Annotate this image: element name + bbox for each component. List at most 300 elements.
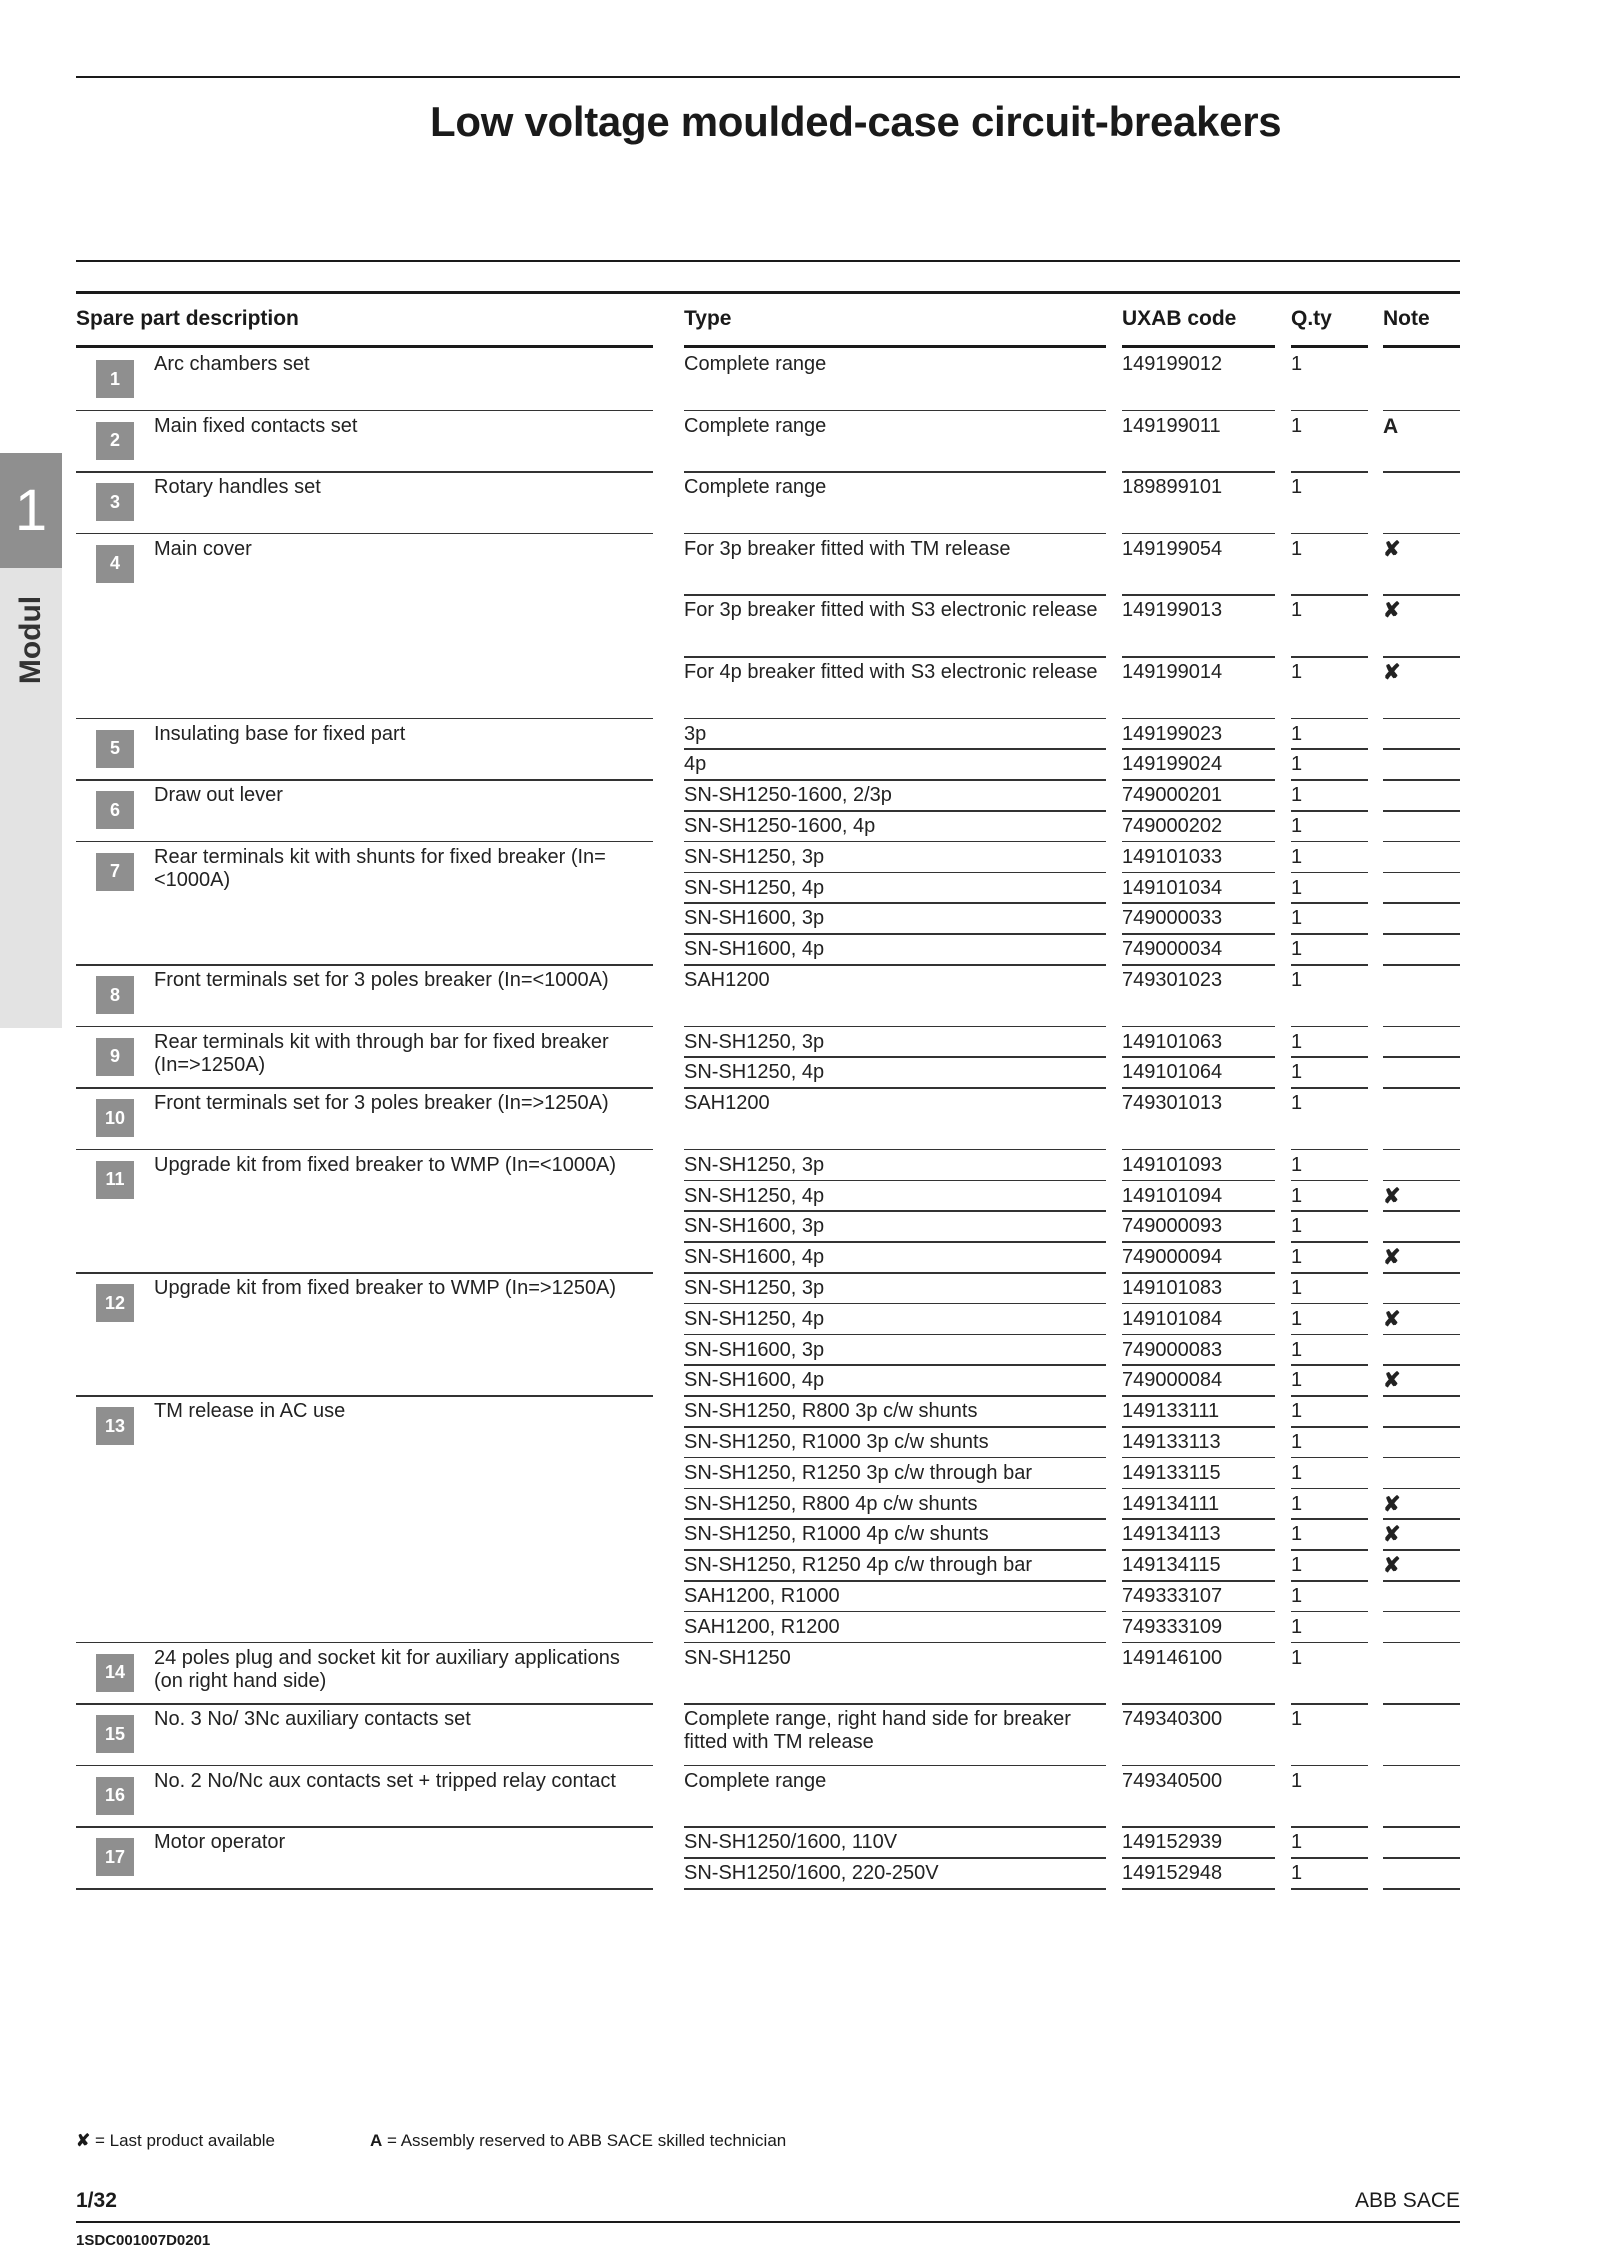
part-number-badge: 5 <box>96 730 134 768</box>
quantity-cell: 1 <box>1291 815 1303 837</box>
type-cell: For 4p breaker fitted with S3 electronic release <box>684 661 1098 683</box>
row-divider-code <box>1122 471 1275 473</box>
uxab-code-cell: 149199014 <box>1122 661 1223 683</box>
quantity-cell: 1 <box>1291 907 1303 930</box>
note-cell: ✘ <box>1383 1523 1401 1547</box>
row-divider-note <box>1383 1272 1460 1274</box>
row-divider-code <box>1122 933 1275 935</box>
row-divider-note <box>1383 1826 1460 1828</box>
row-divider-code <box>1122 1149 1275 1151</box>
row-divider-note <box>1383 410 1460 412</box>
row-divider-type <box>684 1518 1106 1520</box>
note-cell: A <box>1383 414 1399 438</box>
part-number-badge: 1 <box>96 360 134 398</box>
row-divider-note <box>1383 1087 1460 1089</box>
row-divider-note <box>1383 810 1460 812</box>
type-cell: SN-SH1600, 4p <box>684 1369 825 1392</box>
part-description: Rotary handles set <box>154 476 321 499</box>
row-divider-qty <box>1291 748 1368 750</box>
part-number-badge: 3 <box>96 483 134 521</box>
row-divider-code <box>1122 810 1275 812</box>
row-divider-type <box>684 1703 1106 1705</box>
type-cell: SN-SH1250, 3p <box>684 1277 825 1299</box>
description-divider <box>76 1703 653 1705</box>
row-divider-code <box>1122 1518 1275 1520</box>
header-rule-code <box>1122 345 1275 348</box>
row-divider-type <box>684 1426 1106 1428</box>
footer-rule <box>76 2221 1460 2223</box>
row-divider-note <box>1383 594 1460 596</box>
quantity-cell: 1 <box>1291 845 1303 868</box>
row-divider-type <box>684 748 1106 750</box>
row-divider-note <box>1383 656 1460 658</box>
row-divider-qty <box>1291 933 1368 935</box>
type-cell: SN-SH1250-1600, 2/3p <box>684 784 892 807</box>
uxab-code-cell: 749000083 <box>1122 1338 1223 1361</box>
quantity-cell: 1 <box>1291 1554 1303 1577</box>
row-divider-qty <box>1291 1210 1368 1212</box>
part-number-badge: 14 <box>96 1654 134 1692</box>
part-number-badge: 7 <box>96 853 134 891</box>
part-description: Upgrade kit from fixed breaker to WMP (In=<1000A) <box>154 1153 617 1176</box>
row-divider-qty <box>1291 1642 1368 1644</box>
uxab-code-cell: 149101093 <box>1122 1153 1223 1176</box>
row-divider-qty <box>1291 594 1368 596</box>
row-divider-qty <box>1291 1703 1368 1705</box>
quantity-cell: 1 <box>1291 1092 1303 1115</box>
row-divider-qty <box>1291 410 1368 412</box>
row-divider-type <box>684 1334 1106 1336</box>
row-divider-code <box>1122 779 1275 781</box>
legend-cross <box>76 2131 275 2151</box>
part-number-badge: 9 <box>96 1038 134 1076</box>
part-description: 24 poles plug and socket kit for auxiliary applications (on right hand side) <box>154 1646 620 1692</box>
quantity-cell: 1 <box>1291 1523 1303 1546</box>
row-divider-code <box>1122 718 1275 720</box>
row-divider-type <box>684 1364 1106 1366</box>
row-divider-qty <box>1291 533 1368 535</box>
header-rule-note <box>1383 345 1460 348</box>
uxab-code-cell: 149134115 <box>1122 1554 1221 1577</box>
type-cell: SN-SH1250, R1250 4p c/w through bar <box>684 1554 1032 1577</box>
row-divider-qty <box>1291 471 1368 473</box>
type-cell: SN-SH1250, 4p <box>684 1184 825 1207</box>
row-divider-qty <box>1291 656 1368 658</box>
type-cell: SN-SH1250, R800 4p c/w shunts <box>684 1492 978 1515</box>
row-divider-qty <box>1291 1364 1368 1366</box>
row-divider-type <box>684 1642 1106 1644</box>
type-cell: SN-SH1250, R1250 3p c/w through bar <box>684 1461 1032 1484</box>
description-divider <box>76 718 653 720</box>
part-number-badge: 10 <box>96 1099 134 1137</box>
top-rule <box>76 76 1460 78</box>
note-cell: ✘ <box>1383 1307 1401 1331</box>
quantity-cell: 1 <box>1291 1831 1303 1854</box>
type-cell: SN-SH1250, 4p <box>684 876 825 899</box>
quantity-cell: 1 <box>1291 1153 1303 1176</box>
type-cell: Complete range <box>684 353 827 375</box>
description-divider <box>76 410 653 412</box>
header-description: Spare part description <box>76 307 299 330</box>
part-number-badge: 8 <box>96 976 134 1014</box>
type-cell: SN-SH1600, 3p <box>684 1338 825 1361</box>
row-divider-code <box>1122 1026 1275 1028</box>
row-divider-code <box>1122 1826 1275 1828</box>
cross-symbol: ✘ <box>76 2131 91 2150</box>
type-cell: SN-SH1250, 3p <box>684 1153 825 1176</box>
row-divider-code <box>1122 1457 1275 1459</box>
row-divider-type <box>684 1149 1106 1151</box>
row-divider-type <box>684 1826 1106 1828</box>
row-divider-type <box>684 1765 1106 1767</box>
part-description: TM release in AC use <box>154 1400 346 1423</box>
description-divider <box>76 1272 653 1274</box>
row-divider-type <box>684 656 1106 658</box>
type-cell: 4p <box>684 753 707 776</box>
quantity-cell: 1 <box>1291 722 1303 745</box>
part-number-badge: 16 <box>96 1777 134 1815</box>
row-divider-type <box>684 1888 1106 1890</box>
uxab-code-cell: 149101083 <box>1122 1277 1223 1299</box>
row-divider-qty <box>1291 1395 1368 1397</box>
uxab-code-cell: 189899101 <box>1122 476 1223 499</box>
row-divider-type <box>684 1026 1106 1028</box>
quantity-cell: 1 <box>1291 1400 1303 1423</box>
quantity-cell: 1 <box>1291 1708 1303 1731</box>
quantity-cell: 1 <box>1291 1369 1303 1392</box>
row-divider-qty <box>1291 1272 1368 1274</box>
row-divider-code <box>1122 533 1275 535</box>
quantity-cell: 1 <box>1291 1246 1303 1269</box>
row-divider-note <box>1383 1765 1460 1767</box>
row-divider-note <box>1383 1518 1460 1520</box>
description-divider <box>76 779 653 781</box>
row-divider-type <box>684 933 1106 935</box>
uxab-code-cell: 149199023 <box>1122 722 1223 745</box>
uxab-code-cell: 149199012 <box>1122 353 1223 375</box>
type-cell: SN-SH1250/1600, 110V <box>684 1831 898 1854</box>
row-divider-note <box>1383 1149 1460 1151</box>
uxab-code-cell: 749301013 <box>1122 1092 1223 1115</box>
note-cell: ✘ <box>1383 1492 1401 1516</box>
section-label: Modul <box>14 595 47 685</box>
row-divider-code <box>1122 1549 1275 1551</box>
document-code: 1SDC001007D0201 <box>76 2232 211 2249</box>
uxab-code-cell: 149101033 <box>1122 845 1223 868</box>
quantity-cell: 1 <box>1291 1307 1303 1330</box>
uxab-code-cell: 149101084 <box>1122 1307 1223 1330</box>
row-divider-qty <box>1291 1457 1368 1459</box>
row-divider-note <box>1383 1703 1460 1705</box>
row-divider-note <box>1383 1210 1460 1212</box>
header-rule-type <box>684 345 1106 348</box>
row-divider-type <box>684 1857 1106 1859</box>
row-divider-type <box>684 1611 1106 1613</box>
quantity-cell: 1 <box>1291 353 1303 375</box>
row-divider-note <box>1383 718 1460 720</box>
description-divider <box>76 1087 653 1089</box>
row-divider-code <box>1122 1857 1275 1859</box>
description-divider <box>76 1395 653 1397</box>
page-number: 1/32 <box>76 2189 117 2212</box>
quantity-cell: 1 <box>1291 1431 1303 1453</box>
description-divider <box>76 841 653 843</box>
row-divider-note <box>1383 1457 1460 1459</box>
row-divider-code <box>1122 1488 1275 1490</box>
row-divider-code <box>1122 964 1275 966</box>
row-divider-note <box>1383 1611 1460 1613</box>
legend-a <box>370 2131 786 2151</box>
row-divider-code <box>1122 1765 1275 1767</box>
quantity-cell: 1 <box>1291 1184 1303 1207</box>
table-top-rule <box>76 291 1460 294</box>
type-cell: Complete range <box>684 1769 827 1792</box>
row-divider-note <box>1383 779 1460 781</box>
row-divider-code <box>1122 1210 1275 1212</box>
row-divider-note <box>1383 1334 1460 1336</box>
header-qty: Q.ty <box>1291 307 1332 330</box>
note-cell: ✘ <box>1383 1369 1401 1393</box>
type-cell: For 3p breaker fitted with S3 electronic release <box>684 599 1098 622</box>
uxab-code-cell: 749340500 <box>1122 1769 1223 1792</box>
footer-brand: ABB SACE <box>1354 2189 1460 2212</box>
row-divider-code <box>1122 1303 1275 1305</box>
quantity-cell: 1 <box>1291 1769 1303 1792</box>
quantity-cell: 1 <box>1291 969 1303 991</box>
row-divider-note <box>1383 1549 1460 1551</box>
a-symbol: A <box>370 2131 383 2150</box>
part-number-badge: 13 <box>96 1407 134 1445</box>
note-cell: ✘ <box>1383 661 1401 684</box>
row-divider-type <box>684 1488 1106 1490</box>
uxab-code-cell: 749000033 <box>1122 907 1223 930</box>
quantity-cell: 1 <box>1291 1585 1303 1607</box>
type-cell: SAH1200 <box>684 969 770 991</box>
row-divider-type <box>684 533 1106 535</box>
row-divider-qty <box>1291 1857 1368 1859</box>
uxab-code-cell: 149133113 <box>1122 1431 1221 1453</box>
row-divider-note <box>1383 1364 1460 1366</box>
quantity-cell: 1 <box>1291 753 1303 776</box>
row-divider-type <box>684 779 1106 781</box>
row-divider-note <box>1383 471 1460 473</box>
type-cell: Complete range <box>684 414 827 437</box>
type-cell: SN-SH1600, 3p <box>684 907 825 930</box>
quantity-cell: 1 <box>1291 784 1303 807</box>
row-divider-code <box>1122 1395 1275 1397</box>
part-description: Insulating base for fixed part <box>154 722 406 745</box>
type-cell: SN-SH1250-1600, 4p <box>684 815 876 837</box>
row-divider-qty <box>1291 1580 1368 1582</box>
part-number-badge: 4 <box>96 545 134 583</box>
row-divider-qty <box>1291 1087 1368 1089</box>
type-cell: For 3p breaker fitted with TM release <box>684 537 1011 560</box>
type-cell: SN-SH1250, R1000 4p c/w shunts <box>684 1523 989 1546</box>
quantity-cell: 1 <box>1291 938 1303 961</box>
uxab-code-cell: 149199024 <box>1122 753 1223 776</box>
description-divider <box>76 1765 653 1767</box>
row-divider-qty <box>1291 841 1368 843</box>
row-divider-qty <box>1291 1426 1368 1428</box>
quantity-cell: 1 <box>1291 476 1303 499</box>
type-cell: SN-SH1250 <box>684 1646 791 1669</box>
row-divider-type <box>684 872 1106 874</box>
page-title: Low voltage moulded-case circuit-breakers <box>430 98 1282 145</box>
type-cell: SN-SH1250/1600, 220-250V <box>684 1862 939 1885</box>
quantity-cell: 1 <box>1291 599 1303 622</box>
row-divider-code <box>1122 872 1275 874</box>
note-cell: ✘ <box>1383 1554 1401 1578</box>
row-divider-qty <box>1291 1026 1368 1028</box>
title-rule <box>76 260 1460 262</box>
row-divider-code <box>1122 1703 1275 1705</box>
a-legend-text: = Assembly reserved to ABB SACE skilled technician <box>382 2131 787 2150</box>
row-divider-qty <box>1291 1765 1368 1767</box>
row-divider-code <box>1122 1334 1275 1336</box>
row-divider-qty <box>1291 1149 1368 1151</box>
row-divider-code <box>1122 1642 1275 1644</box>
row-divider-qty <box>1291 1549 1368 1551</box>
row-divider-type <box>684 1241 1106 1243</box>
quantity-cell: 1 <box>1291 1338 1303 1361</box>
type-cell: SN-SH1250, 4p <box>684 1307 825 1330</box>
row-divider-code <box>1122 1888 1275 1890</box>
type-cell: SAH1200, R1200 <box>684 1615 840 1638</box>
part-description: Rear terminals kit with through bar for fixed breaker (In=>1250A) <box>154 1030 609 1076</box>
part-number-badge: 17 <box>96 1838 134 1876</box>
row-divider-type <box>684 964 1106 966</box>
row-divider-code <box>1122 841 1275 843</box>
description-divider <box>76 533 653 535</box>
type-cell: SN-SH1600, 4p <box>684 938 825 961</box>
uxab-code-cell: 749333109 <box>1122 1615 1223 1638</box>
quantity-cell: 1 <box>1291 1061 1303 1084</box>
row-divider-qty <box>1291 872 1368 874</box>
row-divider-code <box>1122 1580 1275 1582</box>
row-divider-code <box>1122 1056 1275 1058</box>
quantity-cell: 1 <box>1291 1615 1303 1638</box>
row-divider-code <box>1122 594 1275 596</box>
type-cell: SN-SH1250, R800 3p c/w shunts <box>684 1400 978 1423</box>
uxab-code-cell: 749000201 <box>1122 784 1223 807</box>
part-description: Draw out lever <box>154 784 283 807</box>
uxab-code-cell: 149133111 <box>1122 1400 1220 1423</box>
quantity-cell: 1 <box>1291 661 1303 683</box>
part-number-badge: 11 <box>96 1161 134 1199</box>
type-cell: Complete range <box>684 476 827 499</box>
header-rule-qty <box>1291 345 1368 348</box>
row-divider-qty <box>1291 1611 1368 1613</box>
uxab-code-cell: 749000093 <box>1122 1215 1223 1238</box>
uxab-code-cell: 149101064 <box>1122 1061 1223 1084</box>
uxab-code-cell: 749000084 <box>1122 1369 1223 1392</box>
note-cell: ✘ <box>1383 1246 1401 1270</box>
row-divider-qty <box>1291 810 1368 812</box>
description-divider <box>76 1642 653 1644</box>
quantity-cell: 1 <box>1291 1492 1303 1515</box>
type-cell: SN-SH1250, 3p <box>684 845 825 868</box>
row-divider-note <box>1383 1241 1460 1243</box>
uxab-code-cell: 149199013 <box>1122 599 1223 622</box>
type-cell: SN-SH1600, 4p <box>684 1246 825 1269</box>
quantity-cell: 1 <box>1291 1215 1303 1238</box>
part-description: Main fixed contacts set <box>154 414 358 437</box>
row-divider-note <box>1383 533 1460 535</box>
row-divider-qty <box>1291 1888 1368 1890</box>
note-cell: ✘ <box>1383 1184 1401 1208</box>
row-divider-qty <box>1291 718 1368 720</box>
uxab-code-cell: 149152939 <box>1122 1831 1223 1854</box>
part-description: Upgrade kit from fixed breaker to WMP (In=>1250A) <box>154 1277 617 1299</box>
section-number: 1 <box>0 453 62 568</box>
uxab-code-cell: 149134111 <box>1122 1492 1220 1515</box>
description-divider <box>76 1026 653 1028</box>
row-divider-type <box>684 1549 1106 1551</box>
row-divider-qty <box>1291 1826 1368 1828</box>
row-divider-code <box>1122 1180 1275 1182</box>
row-divider-type <box>684 1395 1106 1397</box>
header-rule-description <box>76 345 653 348</box>
type-cell: SN-SH1250, R1000 3p c/w shunts <box>684 1431 989 1453</box>
uxab-code-cell: 749340300 <box>1122 1708 1223 1731</box>
row-divider-type <box>684 1180 1106 1182</box>
note-cell: ✘ <box>1383 599 1401 623</box>
row-divider-note <box>1383 1026 1460 1028</box>
row-divider-type <box>684 841 1106 843</box>
quantity-cell: 1 <box>1291 1646 1303 1669</box>
row-divider-note <box>1383 1180 1460 1182</box>
row-divider-type <box>684 410 1106 412</box>
part-description: Arc chambers set <box>154 353 310 375</box>
quantity-cell: 1 <box>1291 1862 1303 1885</box>
row-divider-note <box>1383 1426 1460 1428</box>
part-number-badge: 6 <box>96 791 134 829</box>
row-divider-note <box>1383 1303 1460 1305</box>
row-divider-note <box>1383 1642 1460 1644</box>
part-number-badge: 15 <box>96 1715 134 1753</box>
row-divider-type <box>684 1457 1106 1459</box>
header-code: UXAB code <box>1122 307 1237 330</box>
row-divider-qty <box>1291 902 1368 904</box>
row-divider-code <box>1122 1426 1275 1428</box>
quantity-cell: 1 <box>1291 537 1303 560</box>
row-divider-type <box>684 1087 1106 1089</box>
row-divider-type <box>684 1272 1106 1274</box>
type-cell: SN-SH1250, 4p <box>684 1061 825 1084</box>
row-divider-type <box>684 1210 1106 1212</box>
row-divider-type <box>684 471 1106 473</box>
uxab-code-cell: 149101034 <box>1122 876 1223 899</box>
row-divider-note <box>1383 748 1460 750</box>
part-description: No. 2 No/Nc aux contacts set + tripped relay contact <box>154 1769 616 1792</box>
row-divider-qty <box>1291 1303 1368 1305</box>
row-divider-qty <box>1291 1056 1368 1058</box>
row-divider-code <box>1122 410 1275 412</box>
row-divider-note <box>1383 841 1460 843</box>
uxab-code-cell: 749000202 <box>1122 815 1223 837</box>
part-description: Rear terminals kit with shunts for fixed breaker (In=<1000A) <box>154 845 606 891</box>
part-description: No. 3 No/ 3Nc auxiliary contacts set <box>154 1708 471 1731</box>
header-type: Type <box>684 307 732 330</box>
row-divider-type <box>684 810 1106 812</box>
uxab-code-cell: 149133115 <box>1122 1461 1221 1484</box>
row-divider-type <box>684 1303 1106 1305</box>
row-divider-note <box>1383 964 1460 966</box>
uxab-code-cell: 149199054 <box>1122 537 1223 560</box>
description-divider <box>76 1888 653 1890</box>
row-divider-note <box>1383 1857 1460 1859</box>
part-description: Main cover <box>154 537 252 560</box>
